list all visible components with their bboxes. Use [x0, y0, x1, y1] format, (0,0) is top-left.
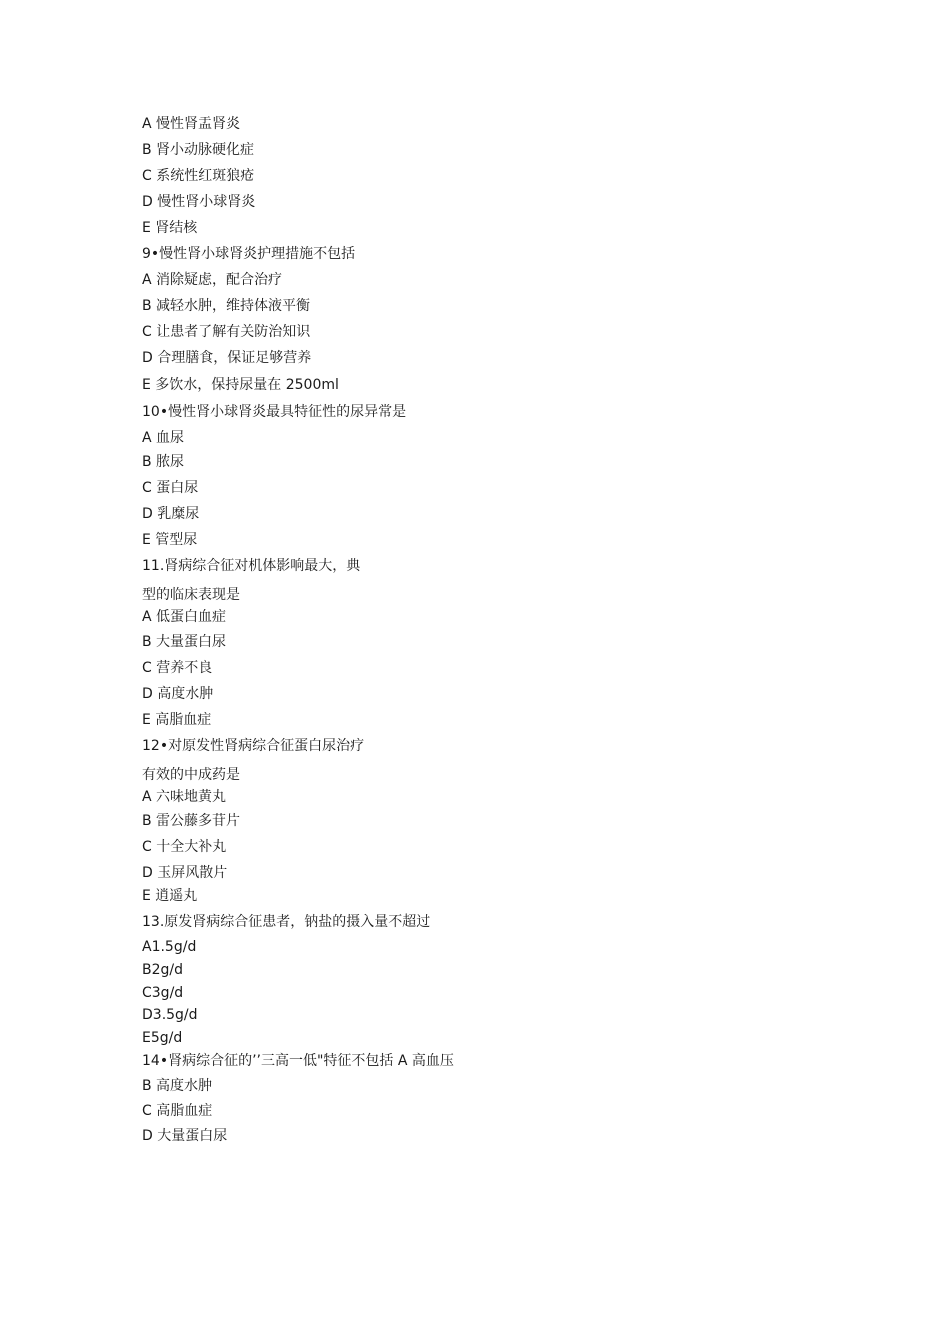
question-10: 10•慢性肾小球肾炎最具特征性的尿异常是	[142, 404, 407, 420]
option-c: C 系统性红斑狼疮	[142, 168, 255, 184]
option-d: D 合理膳食，保证足够营养	[142, 350, 312, 366]
option-d: D 玉屏风散片	[142, 865, 228, 881]
option-c: C 十全大补丸	[142, 839, 227, 855]
option-a: A 血尿	[142, 430, 185, 446]
option-a: A 低蛋白血症	[142, 609, 227, 625]
option-e: E 管型尿	[142, 532, 198, 548]
option-b: B 雷公藤多苷片	[142, 813, 241, 829]
option-d: D 高度水肿	[142, 686, 214, 702]
question-12: 12•对原发性肾病综合征蛋白尿治疗	[142, 738, 365, 754]
option-a: A 消除疑虑，配合治疗	[142, 272, 283, 288]
option-e: E 逍遥丸	[142, 888, 198, 904]
option-c: C 让患者了解有关防治知识	[142, 324, 311, 340]
option-b: B2g/d	[142, 962, 184, 978]
option-c: C 营养不良	[142, 660, 213, 676]
option-e: E5g/d	[142, 1030, 183, 1046]
question-14: 14•肾病综合征的’’三高一低"特征不包括 A 高血压	[142, 1053, 454, 1069]
option-e: E 肾结核	[142, 220, 198, 236]
option-d: D 乳糜尿	[142, 506, 200, 522]
option-c: C3g/d	[142, 985, 184, 1001]
option-e: E 高脂血症	[142, 712, 212, 728]
question-11: 11.肾病综合征对机体影响最大，典	[142, 558, 361, 574]
question-12-cont: 有效的中成药是	[142, 767, 240, 783]
option-b: B 高度水肿	[142, 1078, 213, 1094]
option-b: B 肾小动脉硬化症	[142, 142, 255, 158]
option-e: E 多饮水，保持尿量在 2500ml	[142, 377, 339, 393]
option-c: C 高脂血症	[142, 1103, 213, 1119]
option-b: B 大量蛋白尿	[142, 634, 227, 650]
option-a: A 慢性肾盂肾炎	[142, 116, 241, 132]
option-b: B 减轻水肿，维持体液平衡	[142, 298, 311, 314]
option-b: B 脓尿	[142, 454, 185, 470]
option-a: A 六味地黄丸	[142, 789, 227, 805]
option-d: D 大量蛋白尿	[142, 1128, 228, 1144]
option-a: A1.5g/d	[142, 939, 197, 955]
question-13: 13.原发肾病综合征患者，钠盐的摄入量不超过	[142, 914, 431, 930]
option-d: D 慢性肾小球肾炎	[142, 194, 256, 210]
question-9: 9•慢性肾小球肾炎护理措施不包括	[142, 246, 356, 262]
question-11-cont: 型的临床表现是	[142, 587, 240, 603]
option-d: D3.5g/d	[142, 1007, 198, 1023]
option-c: C 蛋白尿	[142, 480, 199, 496]
